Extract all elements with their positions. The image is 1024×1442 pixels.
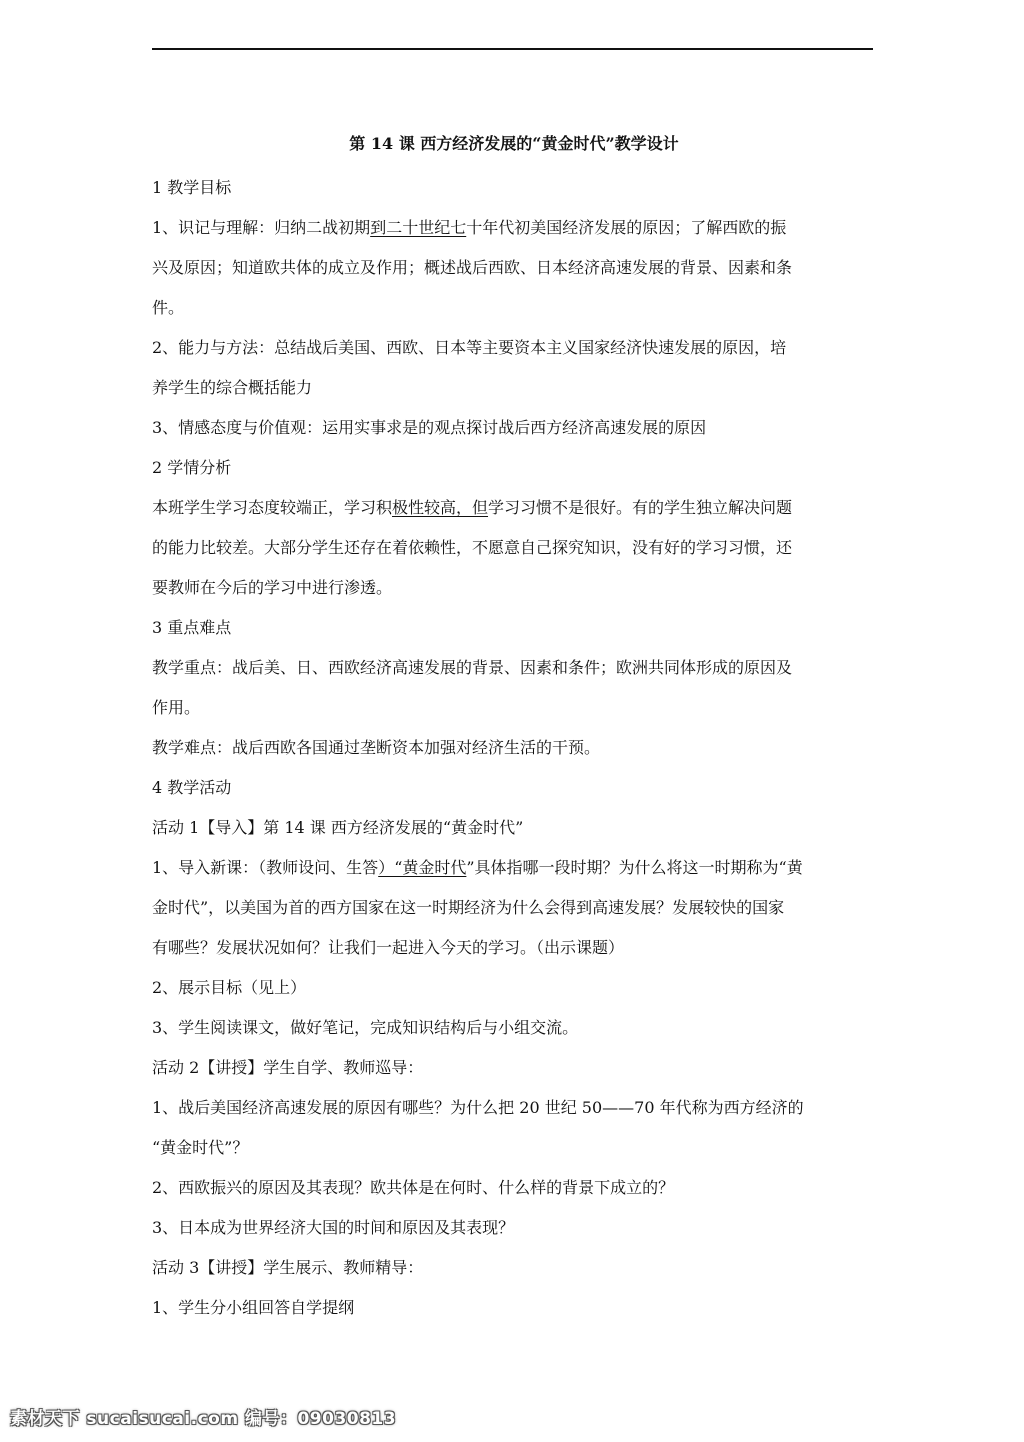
objective-1-line-3: 件。 <box>152 298 185 317</box>
activity-3-item-1: 1、学生分小组回答自学提纲 <box>152 1298 355 1317</box>
activity-3-heading: 活动 3【讲授】学生展示、教师精导： <box>152 1258 424 1277</box>
activity-2-heading: 活动 2【讲授】学生自学、教师巡导： <box>152 1058 424 1077</box>
analysis-line-1 <box>152 488 876 528</box>
underlined-text: 极性较高，但 <box>392 498 489 517</box>
objective-2-line-1: 2、能力与方法：总结战后美国、西欧、日本等主要资本主义国家经济快速发展的原因，培 <box>152 338 787 357</box>
text-run: 学习习惯不是很好。有的学生独立解决问题 <box>488 498 793 517</box>
text-run: 本班学生学习态度较端正，学习积 <box>152 498 393 517</box>
document-title: 第 14 课 西方经济发展的“黄金时代”教学设计 <box>349 134 679 153</box>
section-heading-key-points: 3 重点难点 <box>152 618 232 637</box>
objective-1-line-1 <box>152 208 876 248</box>
objective-1-line-2: 兴及原因；知道欧共体的成立及作用；概述战后西欧、日本经济高速发展的背景、因素和条 <box>152 258 793 277</box>
activity-1-item-2: 2、展示目标（见上） <box>152 978 307 997</box>
activity-2-item-1-line-1: 1、战后美国经济高速发展的原因有哪些？为什么把 20 世纪 50——70 年代称为西方经济的 <box>152 1098 804 1117</box>
objective-2-line-2: 养学生的综合概括能力 <box>152 378 313 397</box>
underlined-text: 到二十世纪七 <box>370 218 467 237</box>
activity-1-item-3: 3、学生阅读课文，做好笔记，完成知识结构后与小组交流。 <box>152 1018 579 1037</box>
objective-3: 3、情感态度与价值观：运用实事求是的观点探讨战后西方经济高速发展的原因 <box>152 418 707 437</box>
activity-2-item-3: 3、日本成为世界经济大国的时间和原因及其表现？ <box>152 1218 515 1237</box>
key-point-line-1: 教学重点：战后美、日、西欧经济高速发展的背景、因素和条件；欧洲共同体形成的原因及 <box>152 658 793 677</box>
analysis-line-3: 要教师在今后的学习中进行渗透。 <box>152 578 393 597</box>
activity-2-item-2: 2、西欧振兴的原因及其表现？欧共体是在何时、什么样的背景下成立的？ <box>152 1178 675 1197</box>
text-run: 十年代初美国经济发展的原因；了解西欧的振 <box>466 218 787 237</box>
section-heading-objectives: 1 教学目标 <box>152 178 232 197</box>
difficult-point: 教学难点：战后西欧各国通过垄断资本加强对经济生活的干预。 <box>152 738 601 757</box>
document-body <box>152 128 876 1328</box>
activity-1-heading: 活动 1【导入】第 14 课 西方经济发展的“黄金时代” <box>152 818 524 837</box>
text-run: 1、导入新课：（教师设问、生答 <box>152 858 379 877</box>
activity-1-item-1-line-1 <box>152 848 876 888</box>
analysis-line-2: 的能力比较差。大部分学生还存在着依赖性，不愿意自己探究知识，没有好的学习习惯，还 <box>152 538 793 557</box>
activity-2-item-1-line-2: “黄金时代”？ <box>152 1138 249 1157</box>
key-point-line-2: 作用。 <box>152 698 201 717</box>
activity-1-item-1-line-3: 有哪些？发展状况如何？让我们一起进入今天的学习。（出示课题） <box>152 938 625 957</box>
activity-1-item-1-line-2: 金时代”，以美国为首的西方国家在这一时期经济为什么会得到高速发展？发展较快的国家 <box>152 898 785 917</box>
text-run: ”具体指哪一段时期？为什么将这一时期称为“黄 <box>466 858 803 877</box>
header-rule <box>152 48 873 50</box>
watermark-text: 素材天下 sucaisucai.com 编号：09030813 <box>10 1409 397 1429</box>
text-run: 1、识记与理解：归纳二战初期 <box>152 218 371 237</box>
section-heading-activities: 4 教学活动 <box>152 778 232 797</box>
section-heading-analysis: 2 学情分析 <box>152 458 232 477</box>
underlined-text: ）“黄金时代 <box>378 858 467 877</box>
